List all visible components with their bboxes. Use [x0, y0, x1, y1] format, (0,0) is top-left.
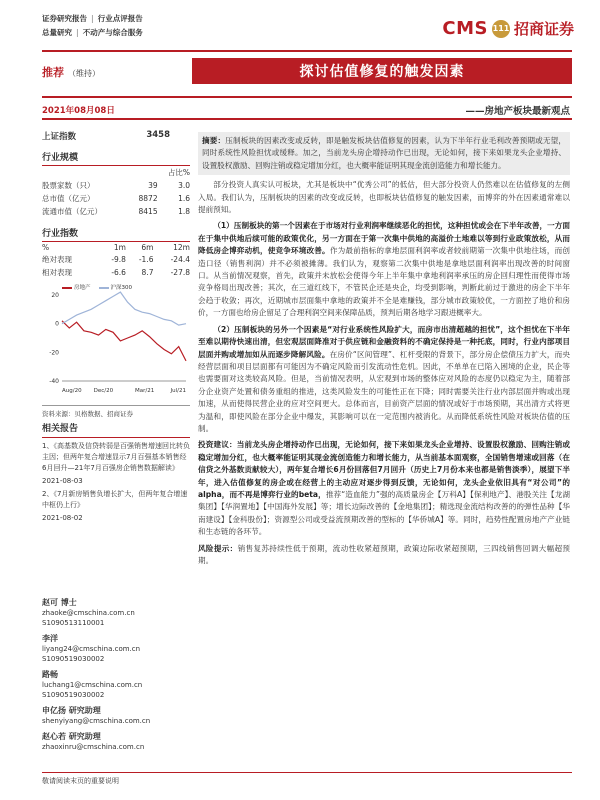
table-row: 股票家数（只） 39 3.0 [42, 181, 190, 190]
report-date: 2021-08-03 [42, 477, 83, 485]
index-value: 3458 [146, 130, 170, 140]
basic-data-title: 行业规模 [42, 150, 190, 166]
logo-circle-icon: 111 [492, 20, 510, 38]
abstract-text: 压制板块的因素改变或反转，即是触发板块估值修复的因素，认为下半年行业毛利改善预期或无望，同时系统性风险担忧或缓释。加之，当前龙头房企增持动作已出现，无论如何，接下来如果龙头企业增持、设置股权激励、回购注销或稳定增加分红，也大概率能证明其现金流创造能力和增长能力。 [202, 136, 567, 170]
logo-chinese-name: 招商证券 [513, 20, 574, 38]
y-tick-label: 20 [51, 292, 59, 299]
index-row [42, 130, 190, 142]
basic-data-table [42, 166, 190, 218]
report-date: 2021-08-02 [42, 514, 83, 522]
analyst: 申亿扬 研究助理 shenyiyang@cmschina.com.cn [42, 706, 190, 726]
report-tags: 证券研究报告 | 行业点评报告 总量研究 | 不动产与综合服务 [42, 14, 143, 37]
chart-source: 资料来源：贝格数据、招商证券 [42, 405, 190, 418]
report-link[interactable]: 2、《7月新房销售负增长扩大，但两年复合增速中枢仍上行》 [42, 490, 188, 509]
x-tick-label: Mar/21 [135, 388, 155, 394]
report-link[interactable]: 1、《高基数及信贷转弱是百强销售增速回比转负主因；但两年复合增速显示7月百强基本销售经6月回升—21年7月百强房企销售数据解读》 [42, 442, 190, 472]
title-divider [42, 96, 572, 98]
abstract-label: 摘要： [202, 136, 226, 145]
x-tick-label: Aug/20 [62, 388, 82, 394]
analyst-email[interactable]: zhaoke@cmschina.com.cn [42, 609, 135, 617]
analyst: 路畅 luchang1@cmschina.com.cn S1090519030002 [42, 670, 190, 700]
report-date: 2021年08月08日 [42, 106, 115, 116]
company-logo [442, 18, 574, 39]
rating-value: 推荐 [42, 66, 64, 79]
related-reports-title: 相关报告 [42, 424, 190, 438]
date-divider [42, 118, 572, 120]
footer-note: 敬请阅读末页的重要说明 [42, 777, 119, 785]
y-tick-label: 0 [55, 320, 59, 328]
abstract-box [198, 132, 570, 175]
line-chart-svg [42, 291, 190, 395]
report-subtitle: ——房地产板块最新观点 [465, 106, 570, 117]
header-divider [42, 50, 572, 52]
logo-cms-text: CMS [442, 18, 488, 39]
analyst-email[interactable]: liyang24@cmschina.com.cn [42, 645, 141, 653]
paragraph: （2）压制板块的另外一个因素是“对行业系统性风险扩大，而房市出清超越的担忧”，这个担忧在下半年至难以期待快速出清，但宏观层面降准对于供应链和金融资料的不确定保持是一种托底，同时，行业内部项目层面并购或增加如从而逐步降解风险。在房价“区间管理”、杠杆受限的背景下，部分房企偿债压力扩大，而央经营层面和项目层面都有可能因为不确定风险而引发流动性危机。因此，不单单在已陷入困境的企业，民企等也需要面对这类较高风险。但是，当前情况表明，从宏观到市场的整体应对风险的态度仍以稳定为主，随着部分企业资产处置和债务重组的推进，这类风险发生的可能性正在下降；同时需要关注行业内部层面并购或出现加速，从而使得民营企业的应对空间更大。总体而言，目前资产层面的情况或好于市场预期，其出清方式将更为温和，即使风险在部分企业中爆发，其影响可以在一定范围内被消化。从而降低系统性风险对板块估值的压制。 [198, 324, 570, 433]
paragraph: （1）压制板块的第一个因素在于市场对行业利润率继续恶化的担忧，这种担忧或会在下半年改善，一方面在于集中供地后续可能的政策优化，另一方面在于第一次集中供地的高溢价土地难以等到行业政策放松，从而降低房企博弈动机，使竞争环境改善。作为最前指标的拿地层面利润率或者较前期第一次集中供地往场，而创造口径（销售利润）并不必须被摊薄。我们认为，观察第二次集中供地是拿地层面利润率出现改善的时间窗口。从当前情况观察，首先，政策并未放松会使得今年上半年集中拿地利润率承压的房企回归理性而使得市场竞争格局出现改善；其次，在三道红线下，不管民企还是央企，均受到影响，判断此前过于激进的房企下半年会趋于收敛；再次，近期城市层面集中拿地的政策并不全是难赚钱，部分城市政策较优，一方面控了地价和房价，一方面也给房企留足了合理利润空间来保障品质，预判后期各地学习跟进概率大。 [198, 221, 571, 318]
performance-title: 行业指数 [42, 226, 190, 242]
table-row: 相对表现 -6.6 8.7 -27.8 [42, 268, 190, 277]
tag-macro-research: 总量研究 [42, 28, 72, 37]
tag-sector: 不动产与综合服务 [82, 28, 143, 37]
rating [42, 64, 100, 80]
risk-paragraph: 风险提示：销售复苏持续性低于预期，流动性收紧超预期，政策边际收紧超预期，三四线销售回调大幅超预期。 [198, 543, 570, 565]
analyst-email[interactable]: zhaoxinru@cmschina.com.cn [42, 743, 145, 751]
analyst-email[interactable]: shenyiyang@cmschina.com.cn [42, 717, 151, 725]
analyst: 赵心若 研究助理 zhaoxinru@cmschina.com.cn [42, 732, 190, 752]
performance-table: % 1m 6m 12m 绝对表现 -9.8 -1.6 -24.4 相对表现 -6.6 8.7 -27.8 [42, 243, 190, 277]
y-tick-label: -40 [49, 378, 59, 385]
main-content [198, 132, 570, 567]
legend-item: 房地产 [62, 283, 91, 291]
footer-divider [42, 772, 572, 773]
table-row: 流通市值（亿元） 8415 1.8 [42, 207, 190, 216]
report-title: 探讨估值修复的触发因素 [192, 58, 572, 84]
performance-chart [42, 283, 190, 399]
paragraph: 投资建议：当前龙头房企增持动作已出现，无论如何，接下来如果龙头企业增持、设置股权激励、回购注销或稳定增加分红，也大概率能证明其现金流创造能力和增长能力，从当前基本面观察，全国销售增速或回落（在信贷之外基数贡献较大），两年复合增长6月份回落但7月回升（历史上7月份本来也都是销售淡季），展望下半年，进入估值修复的房企或在经营上的主动应对逐步得到反馈，无论如何，龙头企业依旧具有“对公司”的alpha，而不再是博弈行业的beta，推荐“造血能力”强的高质量房企【万科A】【保利地产】、港股关注【龙湖集团】【华润置地】【中国海外发展】等；增长边际改善的【金地集团】；精选现金流结构改善的的弹性品种【华南建设】【金科股份】；资源型公司或受益流预期改善的型标的【华侨城A】等。同时，趋势性配置房地产产业链和生态链的各环节。 [198, 440, 570, 537]
pct-header: 占比% [167, 168, 190, 177]
x-tick-label: Dec/20 [93, 388, 114, 394]
index-label: 上证指数 [42, 132, 77, 142]
tag-industry-review: 行业点评报告 [97, 14, 143, 23]
analyst: 赵可 博士 zhaoke@cmschina.com.cn S1090513110001 [42, 598, 190, 628]
related-reports [42, 424, 190, 524]
tag-securities-report: 证券研究报告 [42, 14, 87, 23]
series-line [62, 321, 186, 361]
paragraph: 部分投资人真实认可板块，尤其是板块中“优秀公司”的低估，但大部分投资人仍然难以在估值修复的左侧入局。我们认为，压制板块的因素的改变或反转，也即板块估值修复的触发因素，而博弈的外在因素通常难以提前预知。 [198, 180, 570, 215]
chart-legend [62, 283, 190, 291]
analyst-list [42, 598, 190, 758]
analyst-email[interactable]: luchang1@cmschina.com.cn [42, 681, 143, 689]
x-tick-label: Jul/21 [170, 388, 186, 394]
series-line [62, 292, 186, 325]
sidebar [42, 128, 190, 526]
table-row: 总市值（亿元） 8872 1.6 [42, 194, 190, 203]
legend-item: 沪深300 [99, 283, 133, 291]
y-tick-label: -20 [49, 349, 59, 357]
analyst: 李洋 liyang24@cmschina.com.cn S1090519030002 [42, 634, 190, 664]
rating-sub: （维持） [68, 69, 100, 78]
table-row: 绝对表现 -9.8 -1.6 -24.4 [42, 255, 190, 264]
